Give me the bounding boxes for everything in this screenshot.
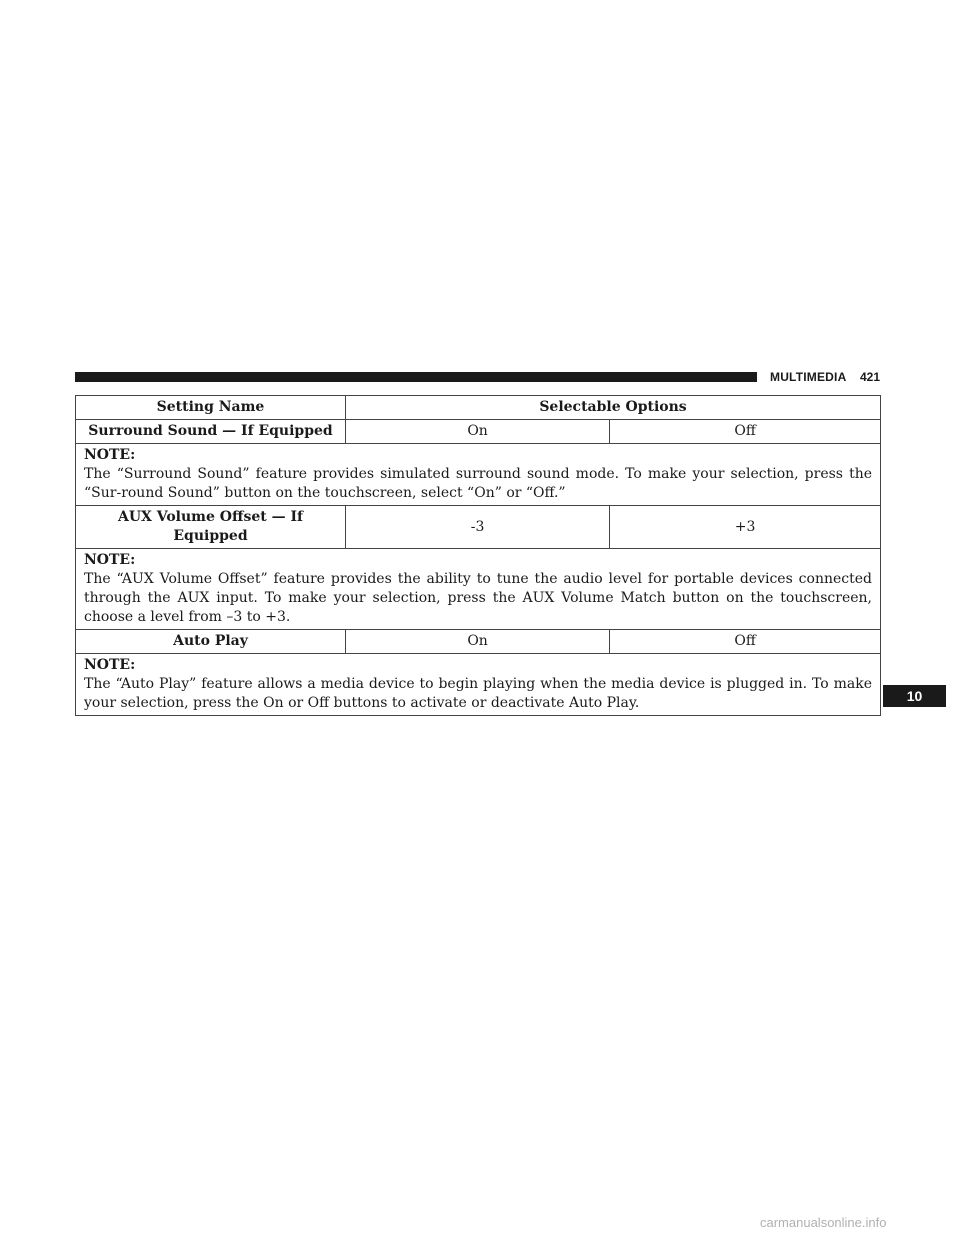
note-text: The “AUX Volume Offset” feature provides the ability to tune the audio level for portable devices connected through the AUX input. To make your selection, press the AUX Volume Match button on the touchscreen, choose a level from –3 to +3. <box>84 571 872 625</box>
note-label: NOTE: <box>84 657 136 673</box>
table-row <box>76 420 881 444</box>
chapter-tab: 10 <box>883 685 946 707</box>
note-cell <box>76 654 881 716</box>
note-row <box>76 549 881 630</box>
setting-name: Surround Sound — If Equipped <box>76 420 346 444</box>
table-row <box>76 630 881 654</box>
option-value: On <box>346 420 610 444</box>
note-cell <box>76 549 881 630</box>
header-rule <box>75 372 757 382</box>
column-header-setting-name: Setting Name <box>76 396 346 420</box>
note-label: NOTE: <box>84 447 136 463</box>
note-text: The “Auto Play” feature allows a media device to begin playing when the media device is plugged in. To make your selection, press the On or Off buttons to activate or deactivate Auto Play. <box>84 676 872 711</box>
column-header-selectable-options: Selectable Options <box>346 396 881 420</box>
table-header-row <box>76 396 881 420</box>
option-value: Off <box>610 630 881 654</box>
option-value: +3 <box>610 506 881 549</box>
note-row <box>76 444 881 506</box>
section-title: MULTIMEDIA <box>770 370 847 384</box>
settings-table <box>75 395 881 716</box>
table-row <box>76 506 881 549</box>
page-number: 421 <box>860 370 881 384</box>
note-row <box>76 654 881 716</box>
note-label: NOTE: <box>84 552 136 568</box>
setting-name: AUX Volume Offset — If Equipped <box>76 506 346 549</box>
option-value: On <box>346 630 610 654</box>
note-cell <box>76 444 881 506</box>
setting-name: Auto Play <box>76 630 346 654</box>
note-text: The “Surround Sound” feature provides simulated surround sound mode. To make your selection, press the “Sur-round Sound” button on the touchscreen, select “On” or “Off.” <box>84 466 872 501</box>
watermark: carmanualsonline.info <box>760 1215 887 1230</box>
option-value: -3 <box>346 506 610 549</box>
option-value: Off <box>610 420 881 444</box>
